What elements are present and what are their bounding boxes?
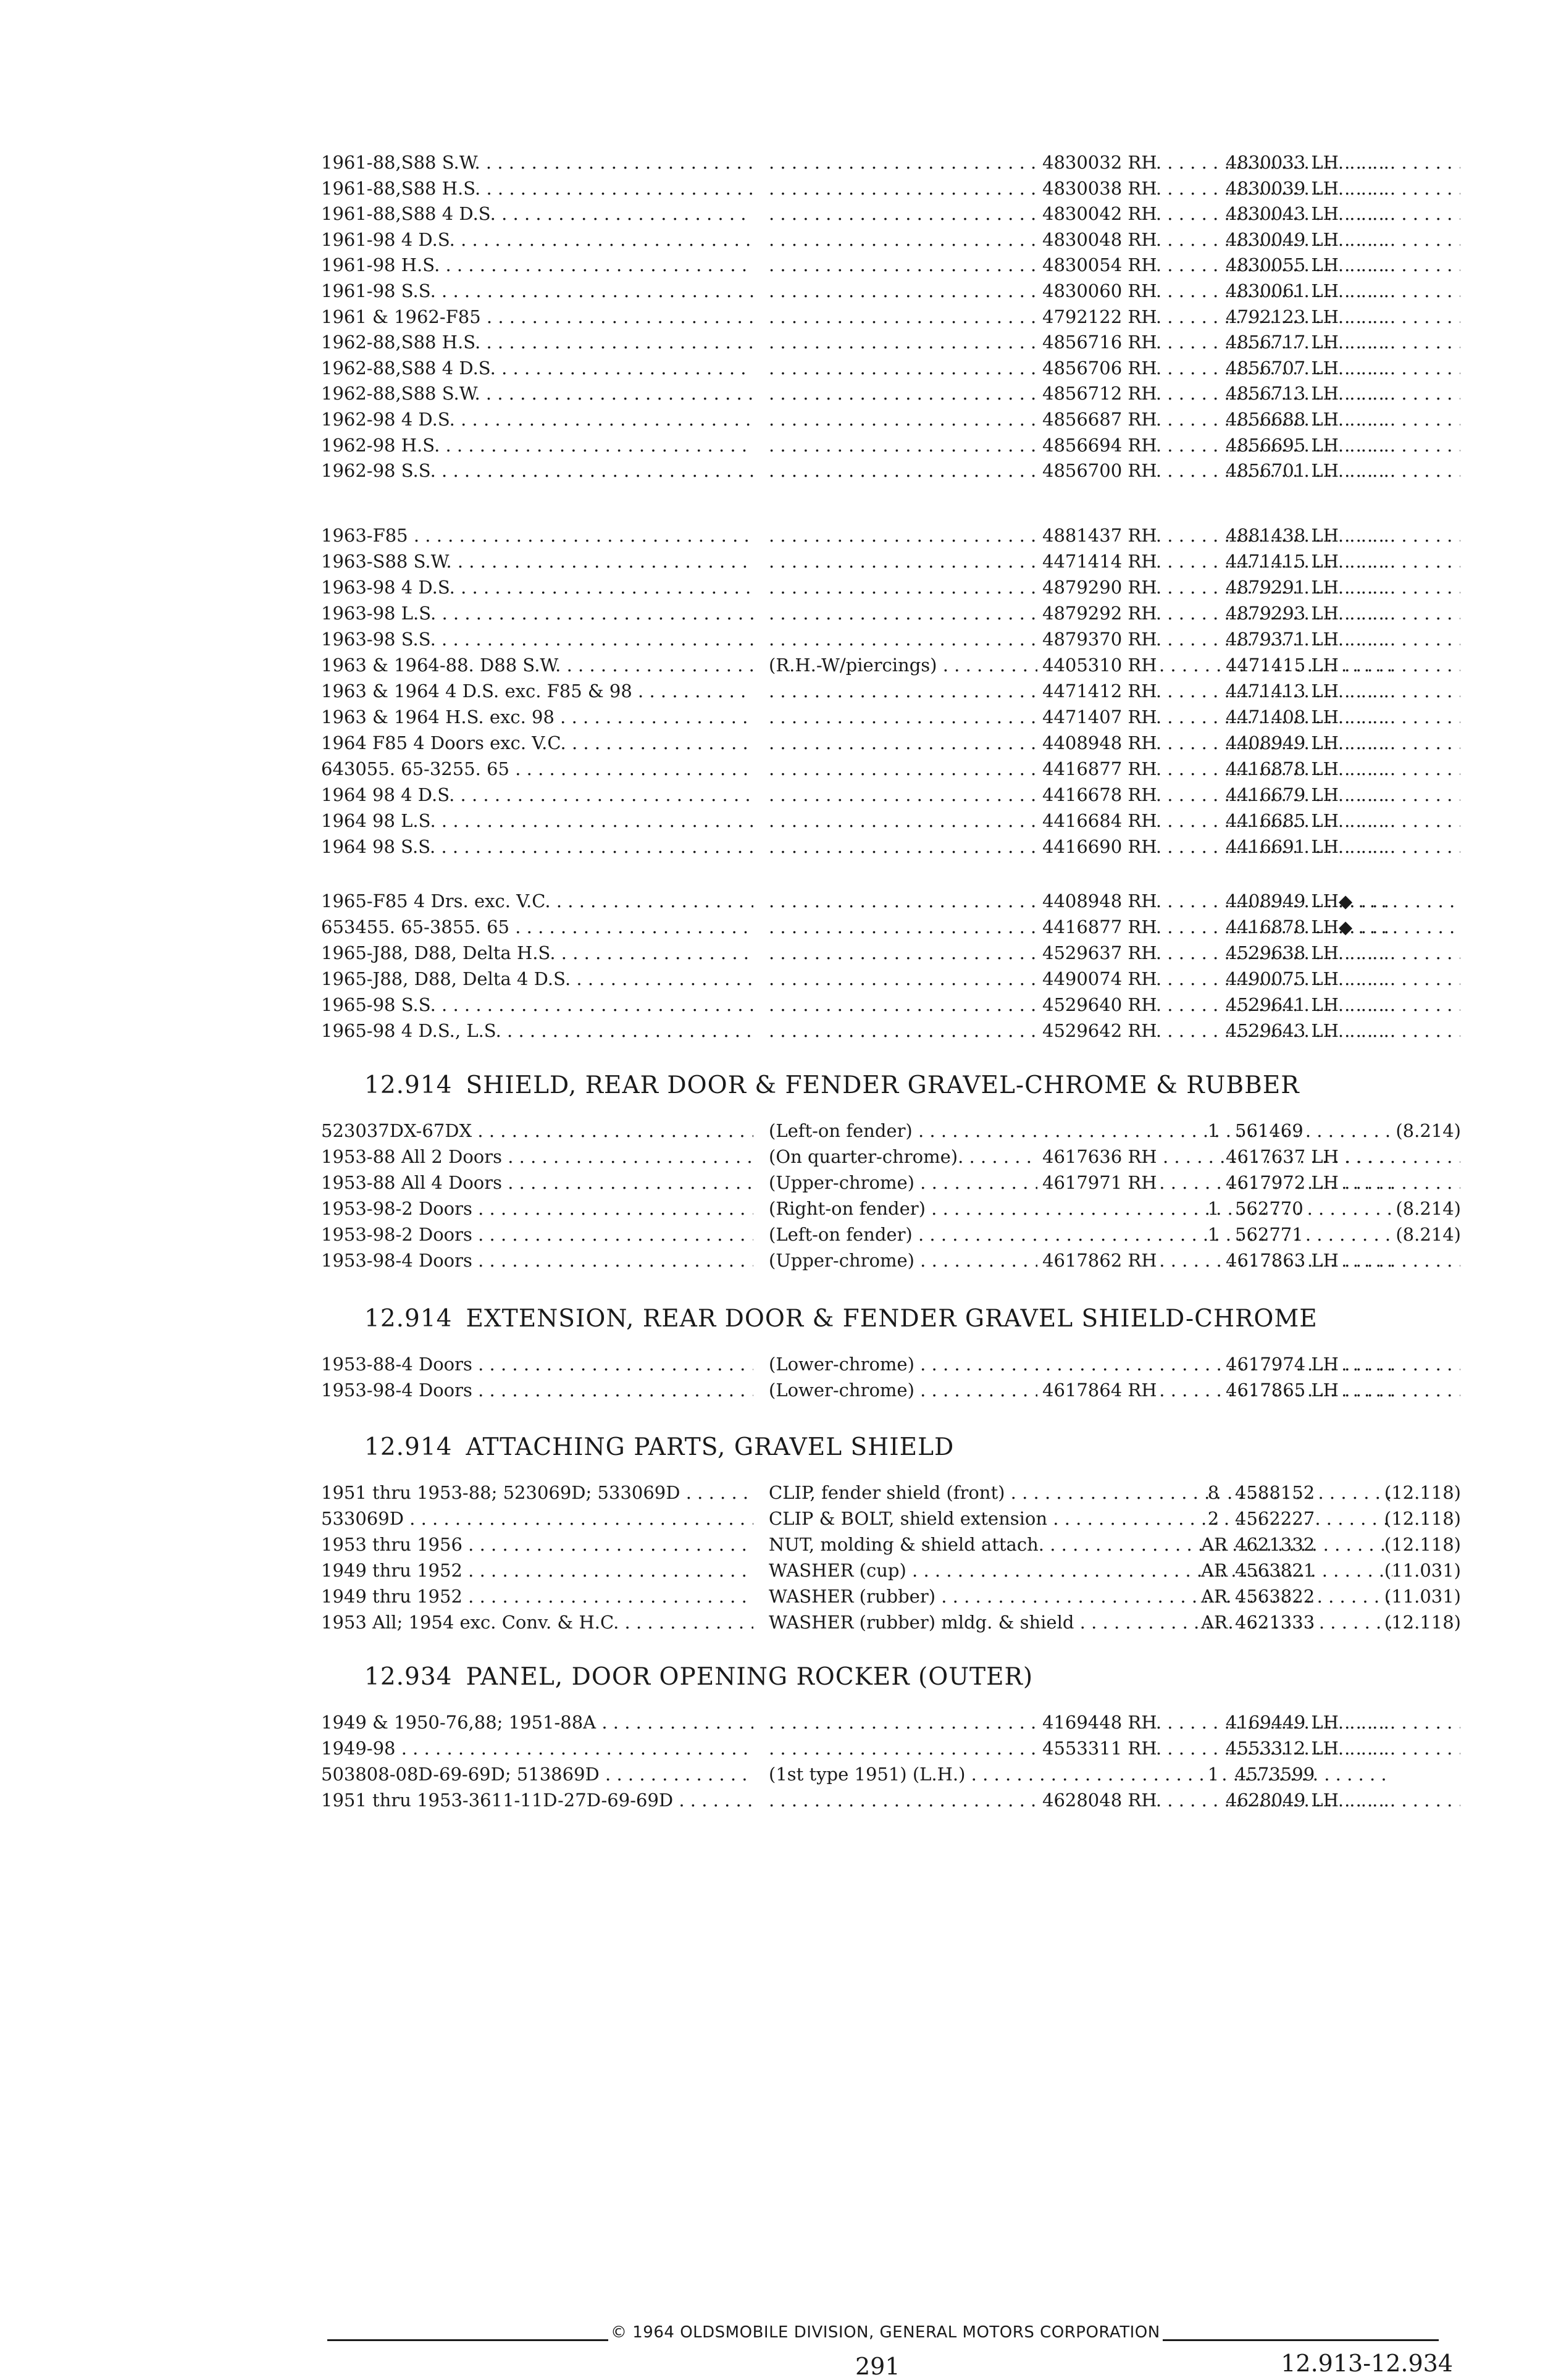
lh-part-number: 4856717 LH . . . [1226, 329, 1460, 355]
application: 1949 & 1950-76,88; 1951-88A . . . [321, 1709, 753, 1735]
application: 1961-88,S88 S.W. . . . [321, 149, 753, 175]
rh-part-number: 4856716 RH [1037, 329, 1157, 355]
rh-part-number: 4529640 RH [1037, 992, 1157, 1018]
part-number: 4621333 [1235, 1612, 1315, 1633]
quantity: 1 [1207, 1764, 1220, 1785]
application: 1953-98-4 Doors . . . [321, 1377, 753, 1403]
rh-part-number: 4553311 RH [1037, 1735, 1157, 1761]
table-row [0, 1609, 1561, 1635]
rh-part-number: 4856700 RH [1037, 458, 1157, 484]
lh-part-number: 4553312 LH . . . [1226, 1735, 1460, 1761]
rh-part-number: 4628048 RH [1037, 1787, 1157, 1813]
application: 1963-S88 S.W. . . . [321, 548, 753, 574]
application: 1961 & 1962-F85 . . . [321, 304, 753, 330]
application: 1962-88,S88 S.W. . . . [321, 380, 753, 406]
lh-part-number: 4617974 LH . . . [1226, 1351, 1460, 1377]
section-range: 12.913-12.934 [1281, 2350, 1453, 2377]
reference: (12.118) [1384, 1534, 1461, 1555]
lh-part-number: 4830043 LH . . . [1226, 201, 1460, 227]
application: 1951 thru 1953-88; 523069D; 533069D . . . . . [321, 1480, 753, 1506]
lh-part-number: 4881438 LH . . . [1226, 522, 1460, 548]
part-number: 4563821 [1235, 1560, 1315, 1581]
rh-part-number: 4856694 RH [1037, 432, 1157, 458]
table-row [0, 1787, 1561, 1813]
application: 1965-F85 4 Drs. exc. V.C. . . . [321, 888, 753, 914]
lh-part-number: 4408949 LH◆ . . . [1226, 888, 1460, 914]
table-row [0, 808, 1561, 834]
description: CLIP & BOLT, shield extension . . . [769, 1506, 1392, 1531]
copyright-notice: © 1964 OLDSMOBILE DIVISION, GENERAL MOTORS CORPORATION [608, 2323, 1163, 2342]
description: NUT, molding & shield attach. . . . [769, 1531, 1392, 1557]
table-row [0, 304, 1561, 330]
lh-part-number: 4471415 LH . . . [1226, 548, 1460, 574]
table-row [0, 1506, 1561, 1531]
rh-part-number: 4416877 RH [1037, 756, 1157, 782]
quantity: 1 [1207, 1224, 1220, 1245]
reference: (8.214) [1396, 1224, 1461, 1245]
reference: (8.214) [1396, 1120, 1461, 1141]
application: 523037DX-67DX . . . [321, 1118, 753, 1144]
rh-part-number: 4490074 RH [1037, 966, 1157, 992]
section-number: 12.914 [364, 1305, 453, 1333]
description: CLIP, fender shield (front) . . . [769, 1480, 1392, 1506]
table-row [0, 201, 1561, 227]
lh-part-number: 4416679 LH . . . [1226, 782, 1460, 808]
table-row [0, 406, 1561, 432]
application: 1949 thru 1952 . . . [321, 1557, 753, 1583]
lh-part-number: 4879371 LH . . . [1226, 626, 1460, 652]
table-row [0, 940, 1561, 966]
lh-part-number: 4856713 LH . . . [1226, 380, 1460, 406]
application: 1962-98 S.S. . . . [321, 458, 753, 484]
section-number: 12.914 [364, 1071, 453, 1099]
application: 1963-F85 . . . [321, 522, 753, 548]
reference: (11.031) [1384, 1586, 1461, 1607]
part-number: 562770 [1235, 1198, 1304, 1219]
rh-part-number: 4471414 RH [1037, 548, 1157, 574]
application: 1962-88,S88 4 D.S. . . . [321, 355, 753, 381]
rh-part-number: 4881437 RH [1037, 522, 1157, 548]
rh-part-number: 4405310 RH [1037, 652, 1157, 678]
application: 1963 & 1964 H.S. exc. 98 . . . [321, 704, 753, 730]
lh-part-number: 4879293 LH . . . [1226, 600, 1460, 626]
description: WASHER (rubber) mldg. & shield . . . . . . [769, 1609, 1392, 1635]
table-row [0, 1735, 1561, 1761]
rh-part-number: 4830054 RH [1037, 252, 1157, 278]
application: 1965-J88, D88, Delta H.S. . . . [321, 940, 753, 966]
rh-part-number: 4471407 RH [1037, 704, 1157, 730]
application: 533069D . . . [321, 1506, 753, 1531]
application: 1949-98 . . . [321, 1735, 753, 1761]
lh-part-number: 4830033 LH . . . [1226, 149, 1460, 175]
quantity: AR [1201, 1612, 1228, 1633]
rh-part-number: 4856687 RH [1037, 406, 1157, 432]
table-row [0, 1531, 1561, 1557]
lh-part-number: 4529643 LH . . . [1226, 1018, 1460, 1044]
table-row [0, 1196, 1561, 1221]
application: 653455. 65-3855. 65 . . . [321, 914, 753, 940]
quantity: AR [1201, 1534, 1228, 1555]
description: (1st type 1951) (L.H.) . . . [769, 1761, 1392, 1787]
application: 1961-98 S.S. . . . [321, 278, 753, 304]
table-row [0, 1557, 1561, 1583]
description: (Lower-chrome) . . . . . . . . [769, 1377, 1392, 1403]
rh-part-number: 4617862 RH [1037, 1247, 1157, 1273]
table-row [0, 992, 1561, 1018]
table-row [0, 1583, 1561, 1609]
lh-part-number: 4471408 LH . . . [1226, 704, 1460, 730]
application: 1953 thru 1956 . . . [321, 1531, 753, 1557]
reference: (8.214) [1396, 1198, 1461, 1219]
table-row [0, 1018, 1561, 1044]
application: 503808-08D-69-69D; 513869D . . . [321, 1761, 753, 1787]
description: (Upper-chrome) . . . . . . . . [769, 1247, 1392, 1273]
lh-part-number: 4879291 LH . . . [1226, 574, 1460, 600]
quantity: AR [1201, 1560, 1228, 1581]
description: (R.H.-W/piercings) . . . . . . [769, 652, 1392, 678]
lh-part-number: 4856707 LH . . . [1226, 355, 1460, 381]
table-row [0, 1351, 1561, 1377]
table-row [0, 914, 1561, 940]
rh-part-number: 4416678 RH [1037, 782, 1157, 808]
table-row [0, 626, 1561, 652]
rh-part-number: 4529637 RH [1037, 940, 1157, 966]
part-number: 4562227 [1235, 1508, 1315, 1529]
application: 1965-J88, D88, Delta 4 D.S. . . . [321, 966, 753, 992]
part-number: 4588152 [1235, 1482, 1315, 1503]
table-row [0, 1377, 1561, 1403]
table-row [0, 252, 1561, 278]
rh-part-number: 4617636 RH [1037, 1144, 1157, 1170]
lh-part-number: 4830049 LH . . . [1226, 227, 1460, 253]
application: 1951 thru 1953-3611-11D-27D-69-69D . . . [321, 1787, 753, 1813]
description: WASHER (cup) . . . [769, 1557, 1392, 1583]
application: 1961-98 4 D.S. . . . [321, 227, 753, 253]
lh-part-number: 4830039 LH . . . [1226, 175, 1460, 201]
lh-part-number: 4617865 LH . . . [1226, 1377, 1460, 1403]
quantity: AR [1201, 1586, 1228, 1607]
table-row [0, 966, 1561, 992]
section-number: 12.914 [364, 1433, 453, 1461]
lh-part-number: 4416685 LH . . . [1226, 808, 1460, 834]
rh-part-number: 4408948 RH [1037, 888, 1157, 914]
table-row [0, 1480, 1561, 1506]
rh-part-number: 4830042 RH [1037, 201, 1157, 227]
lh-part-number: 4856688 LH . . . [1226, 406, 1460, 432]
application: 1963 & 1964 4 D.S. exc. F85 & 98 . . . [321, 678, 753, 704]
lh-part-number: 4617972 LH . . . [1226, 1170, 1460, 1196]
table-row [0, 432, 1561, 458]
rh-part-number: 4792122 RH [1037, 304, 1157, 330]
table-row [0, 574, 1561, 600]
table-row [0, 782, 1561, 808]
rh-part-number: 4830060 RH [1037, 278, 1157, 304]
rh-part-number: 4617971 RH [1037, 1170, 1157, 1196]
table-row [0, 678, 1561, 704]
page-number: 291 [855, 2353, 900, 2380]
application: 1963-98 4 D.S. . . . [321, 574, 753, 600]
rh-part-number: 4879290 RH [1037, 574, 1157, 600]
section-title: PANEL, DOOR OPENING ROCKER (OUTER) [466, 1663, 1034, 1691]
application: 1953-88 All 4 Doors . . . [321, 1170, 753, 1196]
table-row [0, 1709, 1561, 1735]
application: 1953-98-2 Doors . . . [321, 1196, 753, 1221]
lh-part-number: 4830055 LH . . . [1226, 252, 1460, 278]
reference: (11.031) [1384, 1560, 1461, 1581]
reference: (12.118) [1384, 1612, 1461, 1633]
table-row [0, 1170, 1561, 1196]
quantity: 1 [1207, 1198, 1220, 1219]
lh-part-number: 4490075 LH . . . [1226, 966, 1460, 992]
description: (On quarter-chrome). . . . . . [769, 1144, 1392, 1170]
table-row [0, 522, 1561, 548]
lh-part-number: 4830061 LH . . . [1226, 278, 1460, 304]
table-row [0, 278, 1561, 304]
table-row [0, 380, 1561, 406]
section-heading [364, 1433, 968, 1461]
lh-part-number: 4856695 LH . . . [1226, 432, 1460, 458]
lh-part-number: 4416691 LH . . . [1226, 834, 1460, 860]
rh-part-number: 4169448 RH [1037, 1709, 1157, 1735]
table-row [0, 652, 1561, 678]
lh-part-number: 4529641 LH . . . [1226, 992, 1460, 1018]
table-row [0, 730, 1561, 756]
part-number: 4621332 [1235, 1534, 1315, 1555]
application: 1964 98 S.S. . . . [321, 834, 753, 860]
table-row [0, 227, 1561, 253]
description: (Lower-chrome) . . . . . . . . [769, 1351, 1392, 1377]
table-row [0, 1144, 1561, 1170]
application: 1965-98 S.S. . . . [321, 992, 753, 1018]
table-row [0, 600, 1561, 626]
application: 1964 98 L.S. . . . [321, 808, 753, 834]
lh-part-number: 4617637 LH . . . [1226, 1144, 1460, 1170]
lh-part-number: 4856701 LH . . . [1226, 458, 1460, 484]
application: 1953-88 All 2 Doors . . . [321, 1144, 753, 1170]
rh-part-number: 4830038 RH [1037, 175, 1157, 201]
table-row [0, 1247, 1561, 1273]
part-number: 4563822 [1235, 1586, 1315, 1607]
application: 1964 F85 4 Doors exc. V.C. . . . [321, 730, 753, 756]
application: 1953-88-4 Doors . . . [321, 1351, 753, 1377]
rh-part-number: 4416684 RH [1037, 808, 1157, 834]
quantity: 8 [1207, 1482, 1220, 1503]
table-row [0, 458, 1561, 484]
section-title: SHIELD, REAR DOOR & FENDER GRAVEL-CHROME & RUBBER [466, 1071, 1300, 1099]
application: 1953-98-4 Doors . . . [321, 1247, 753, 1273]
rh-part-number: 4529642 RH [1037, 1018, 1157, 1044]
application: 1961-88,S88 H.S. . . . [321, 175, 753, 201]
section-title: ATTACHING PARTS, GRAVEL SHIELD [466, 1433, 955, 1461]
application: 1962-98 H.S. . . . [321, 432, 753, 458]
lh-part-number: 4471415 LH . . . [1226, 652, 1460, 678]
application: 1965-98 4 D.S., L.S. . . . [321, 1018, 753, 1044]
application: 1964 98 4 D.S. . . . [321, 782, 753, 808]
table-row [0, 175, 1561, 201]
application: 1962-98 4 D.S. . . . [321, 406, 753, 432]
table-row [0, 1761, 1561, 1787]
application: 1963-98 S.S. . . . [321, 626, 753, 652]
description: (Left-on fender) . . . [769, 1118, 1392, 1144]
table-row [0, 1118, 1561, 1144]
lh-part-number: 4416878 LH . . . [1226, 756, 1460, 782]
application: 1953 All; 1954 exc. Conv. & H.C. . . . [321, 1609, 753, 1635]
table-row [0, 834, 1561, 860]
rh-part-number: 4416690 RH [1037, 834, 1157, 860]
table-row [0, 756, 1561, 782]
rh-part-number: 4879292 RH [1037, 600, 1157, 626]
section-heading [364, 1663, 1047, 1691]
description: (Left-on fender) . . . [769, 1221, 1392, 1247]
table-row [0, 548, 1561, 574]
table-row [0, 888, 1561, 914]
application: 1963-98 L.S. . . . [321, 600, 753, 626]
rh-part-number: 4617864 RH [1037, 1377, 1157, 1403]
section-heading [364, 1071, 1313, 1099]
application: 1953-98-2 Doors . . . [321, 1221, 753, 1247]
lh-part-number: 4628049 LH . . . [1226, 1787, 1460, 1813]
quantity: 2 [1207, 1508, 1220, 1529]
lh-part-number: 4471413 LH . . . [1226, 678, 1460, 704]
rh-part-number: 4830032 RH [1037, 149, 1157, 175]
lh-part-number: 4617863 LH . . . [1226, 1247, 1460, 1273]
rh-part-number: 4471412 RH [1037, 678, 1157, 704]
lh-part-number: 4416878 LH◆ . . . [1226, 914, 1460, 940]
part-number: 562771 [1235, 1224, 1304, 1245]
part-number: 561469 [1235, 1120, 1304, 1141]
lh-part-number: 4408949 LH . . . [1226, 730, 1460, 756]
lh-part-number: 4792123 LH . . . [1226, 304, 1460, 330]
description: (Upper-chrome) . . . . . . . . [769, 1170, 1392, 1196]
rh-part-number: 4408948 RH [1037, 730, 1157, 756]
reference: (12.118) [1384, 1508, 1461, 1529]
table-row [0, 1221, 1561, 1247]
lh-part-number: 4529638 LH . . . [1226, 940, 1460, 966]
table-row [0, 355, 1561, 381]
application: 1961-98 H.S. . . . [321, 252, 753, 278]
description: (Right-on fender) . . . [769, 1196, 1392, 1221]
section-title: EXTENSION, REAR DOOR & FENDER GRAVEL SHIELD-CHROME [466, 1305, 1318, 1333]
application: 1962-88,S88 H.S. . . . [321, 329, 753, 355]
rh-part-number: 4830048 RH [1037, 227, 1157, 253]
rh-part-number: 4416877 RH [1037, 914, 1157, 940]
rh-part-number: 4879370 RH [1037, 626, 1157, 652]
section-number: 12.934 [364, 1663, 453, 1691]
table-row [0, 149, 1561, 175]
description: WASHER (rubber) . . . [769, 1583, 1392, 1609]
table-row [0, 329, 1561, 355]
application: 1961-88,S88 4 D.S. . . . [321, 201, 753, 227]
section-heading [364, 1305, 1331, 1333]
application: 643055. 65-3255. 65 . . . [321, 756, 753, 782]
lh-part-number: 4169449 LH . . . [1226, 1709, 1460, 1735]
rh-part-number: 4856706 RH [1037, 355, 1157, 381]
application: 1963 & 1964-88. D88 S.W. . . . [321, 652, 753, 678]
table-row [0, 704, 1561, 730]
quantity: 1 [1207, 1120, 1220, 1141]
part-number: 4573599 [1235, 1764, 1315, 1785]
application: 1949 thru 1952 . . . [321, 1583, 753, 1609]
reference: (12.118) [1384, 1482, 1461, 1503]
rh-part-number: 4856712 RH [1037, 380, 1157, 406]
